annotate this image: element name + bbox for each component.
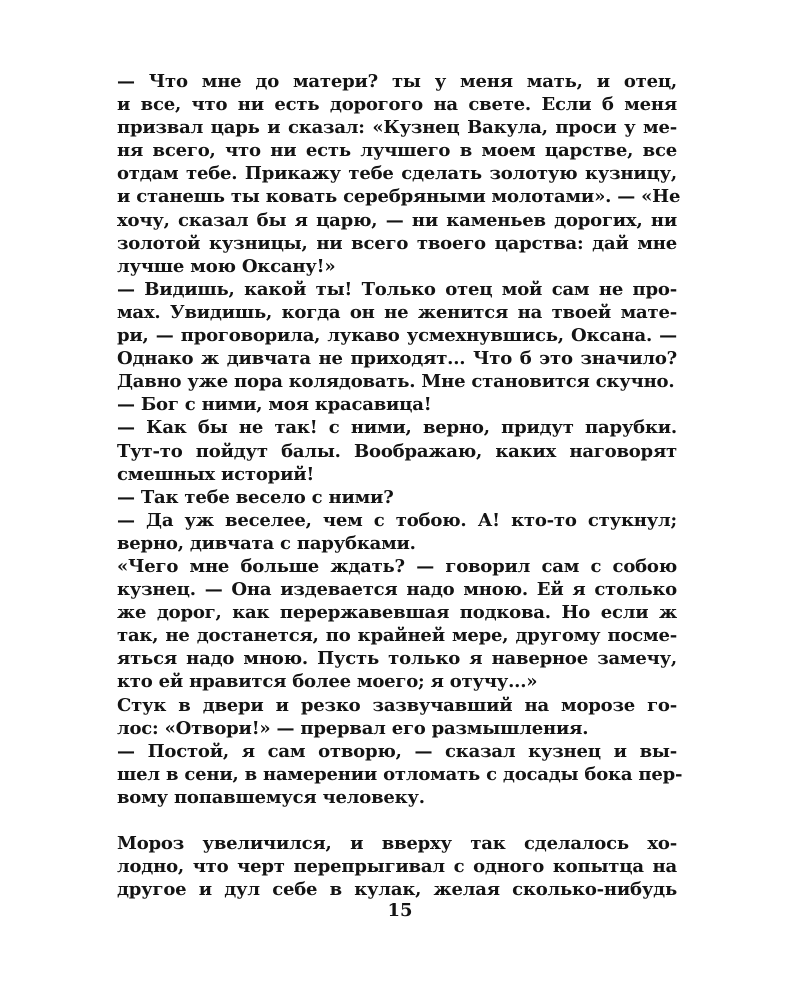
text-line: Тут-то пойдут балы. Воображаю, каких наговорят bbox=[117, 440, 677, 462]
text-line: кто ей нравится более моего; я отучу...» bbox=[117, 671, 538, 693]
text-line: Однако ж дивчата не приходят... Что б это значило? bbox=[117, 348, 677, 370]
text-line: Мороз увеличился, и вверху так сделалось хо- bbox=[117, 833, 677, 855]
text-line: верно, дивчата с парубками. bbox=[117, 532, 416, 554]
text-line: и все, что ни есть дорогого на свете. Если б меня bbox=[117, 94, 677, 116]
text-line: отдам тебе. Прикажу тебе сделать золотую кузницу, bbox=[117, 163, 677, 185]
text-line: лучше мою Оксану!» bbox=[117, 255, 336, 277]
text-line: смешных историй! bbox=[117, 463, 315, 485]
body-text bbox=[117, 70, 683, 901]
text-line: призвал царь и сказал: «Кузнец Вакула, проси у ме- bbox=[117, 117, 677, 139]
text-line: — Видишь, какой ты! Только отец мой сам не про- bbox=[117, 278, 677, 300]
text-line: лодно, что черт перепрыгивал с одного копытца на bbox=[117, 856, 677, 878]
text-line: другое и дул себе в кулак, желая сколько-нибудь bbox=[117, 879, 677, 901]
text-line: кузнец. — Она издевается надо мною. Ей я столько bbox=[117, 579, 677, 601]
text-line: Стук в двери и резко зазвучавший на морозе го- bbox=[117, 694, 677, 716]
text-line: — Бог с ними, моя красавица! bbox=[117, 394, 432, 416]
text-line: так, не достанется, по крайней мере, другому посме- bbox=[117, 625, 677, 647]
text-line: золотой кузницы, ни всего твоего царства: дай мне bbox=[117, 232, 677, 254]
paragraph-break bbox=[117, 809, 677, 832]
text-line: — Что мне до матери? ты у меня мать, и отец, bbox=[117, 71, 677, 92]
text-line: — Да уж веселее, чем с тобою. А! кто-то стукнул; bbox=[117, 509, 677, 531]
text-line: вому попавшемуся человеку. bbox=[117, 786, 425, 808]
text-line: же дорог, как перержавевшая подкова. Но если ж bbox=[117, 602, 677, 624]
text-line: — Как бы не так! с ними, верно, придут парубки. bbox=[117, 417, 677, 439]
text-line: лос: «Отвори!» — прервал его размышления. bbox=[117, 717, 589, 739]
text-line: ри, — проговорила, лукаво усмехнувшись, Оксана. — bbox=[117, 325, 677, 347]
text-line: шел в сени, в намерении отломать с досады бока пер- bbox=[117, 763, 683, 785]
text-line: мах. Увидишь, когда он не женится на твоей мате- bbox=[117, 301, 677, 323]
text-line: хочу, сказал бы я царю, — ни каменьев дорогих, ни bbox=[117, 209, 677, 231]
text-line: яться надо мною. Пусть только я наверное замечу, bbox=[117, 648, 677, 670]
text-line: ня всего, что ни есть лучшего в моем царстве, все bbox=[117, 140, 677, 162]
text-line: — Так тебе весело с ними? bbox=[117, 486, 394, 508]
page-number: 15 bbox=[387, 900, 413, 921]
text-line: — Постой, я сам отворю, — сказал кузнец и вы- bbox=[117, 740, 677, 762]
text-line: «Чего мне больше ждать? — говорил сам с собою bbox=[117, 555, 677, 577]
text-line: Давно уже пора колядовать. Мне становится скучно. bbox=[117, 371, 675, 393]
text-line: и станешь ты ковать серебряными молотами». — «Не bbox=[117, 186, 681, 208]
